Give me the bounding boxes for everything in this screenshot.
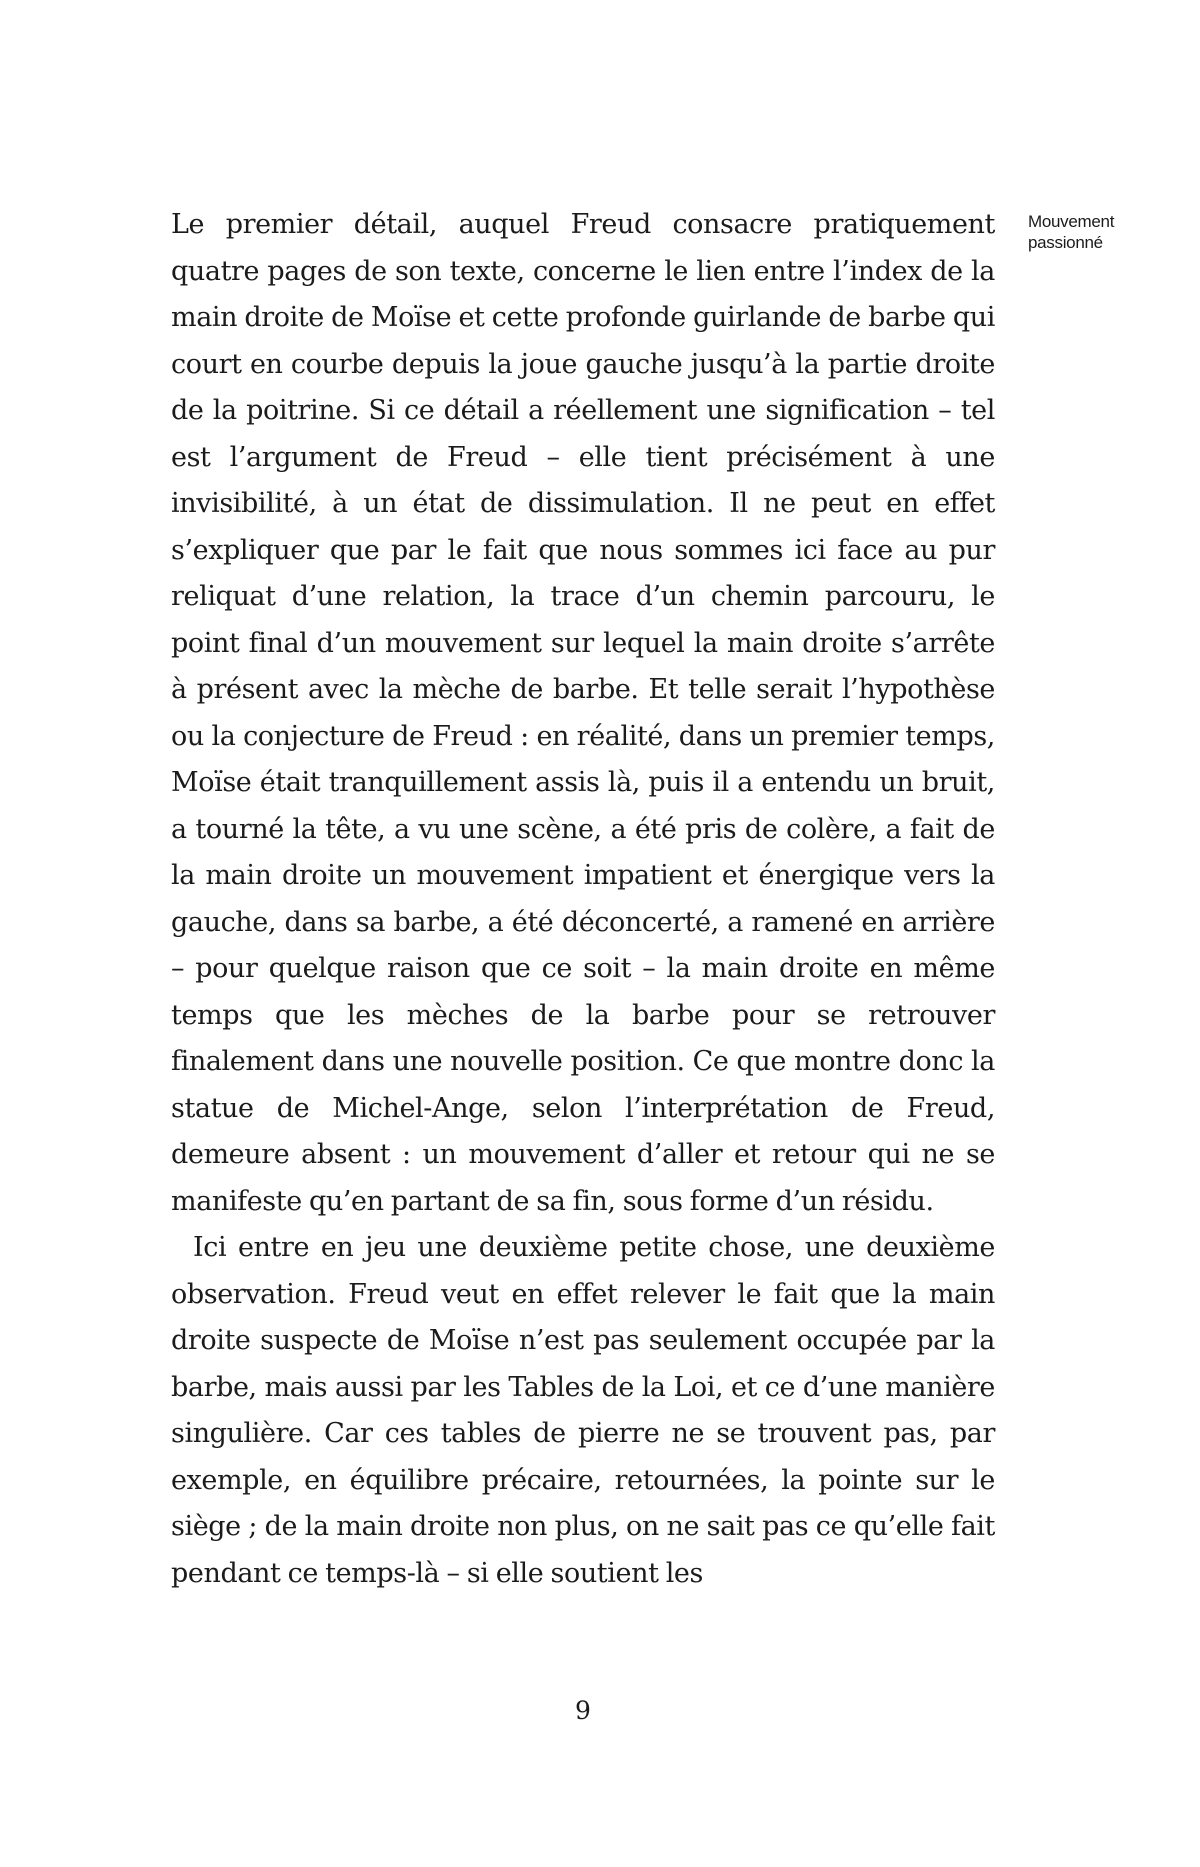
margin-note-line-2: passionné <box>1028 233 1103 252</box>
margin-note <box>1028 211 1168 253</box>
margin-note-line-1: Mouvement <box>1028 212 1115 231</box>
body-text <box>171 202 995 1597</box>
page-number: 9 <box>575 1696 591 1725</box>
paragraph-1: Le premier détail, auquel Freud consacre pratiquement quatre pages de son texte, concerne le lien entre l’index de la main droite de Moïse et cette profonde guirlande de barbe qui court en courbe depuis la joue gauche jusqu’à la partie droite de la poitrine. Si ce détail a réellement une signification – tel est l’argument de Freud – elle tient précisément à une invisibilité, à un état de dissimulation. Il ne peut en effet s’expliquer que par le fait que nous sommes ici face au pur reliquat d’une relation, la trace d’un chemin parcouru, le point final d’un mouvement sur lequel la main droite s’arrête à présent avec la mèche de barbe. Et telle serait l’hypothèse ou la conjecture de Freud : en réalité, dans un premier temps, Moïse était tranquillement assis là, puis il a entendu un bruit, a tourné la tête, a vu une scène, a été pris de colère, a fait de la main droite un mouvement impatient et énergique vers la gauche, dans sa barbe, a été déconcerté, a ramené en arrière – pour quelque raison que ce soit – la main droite en même temps que les mèches de la barbe pour se retrouver finalement dans une nouvelle position. Ce que montre donc la statue de Michel-Ange, selon l’interprétation de Freud, demeure absent : un mouvement d’aller et retour qui ne se manifeste qu’en partant de sa fin, sous forme d’un résidu. <box>171 209 995 1217</box>
paragraph-2: Ici entre en jeu une deuxième petite chose, une deuxième observation. Freud veut en effet relever le fait que la main droite suspecte de Moïse n’est pas seulement occupée par la barbe, mais aussi par les Tables de la Loi, et ce d’une manière singulière. Car ces tables de pierre ne se trouvent pas, par exemple, en équilibre précaire, retournées, la pointe sur le siège ; de la main droite non plus, on ne sait pas ce qu’elle fait pendant ce temps-là – si elle soutient les <box>171 1232 995 1589</box>
